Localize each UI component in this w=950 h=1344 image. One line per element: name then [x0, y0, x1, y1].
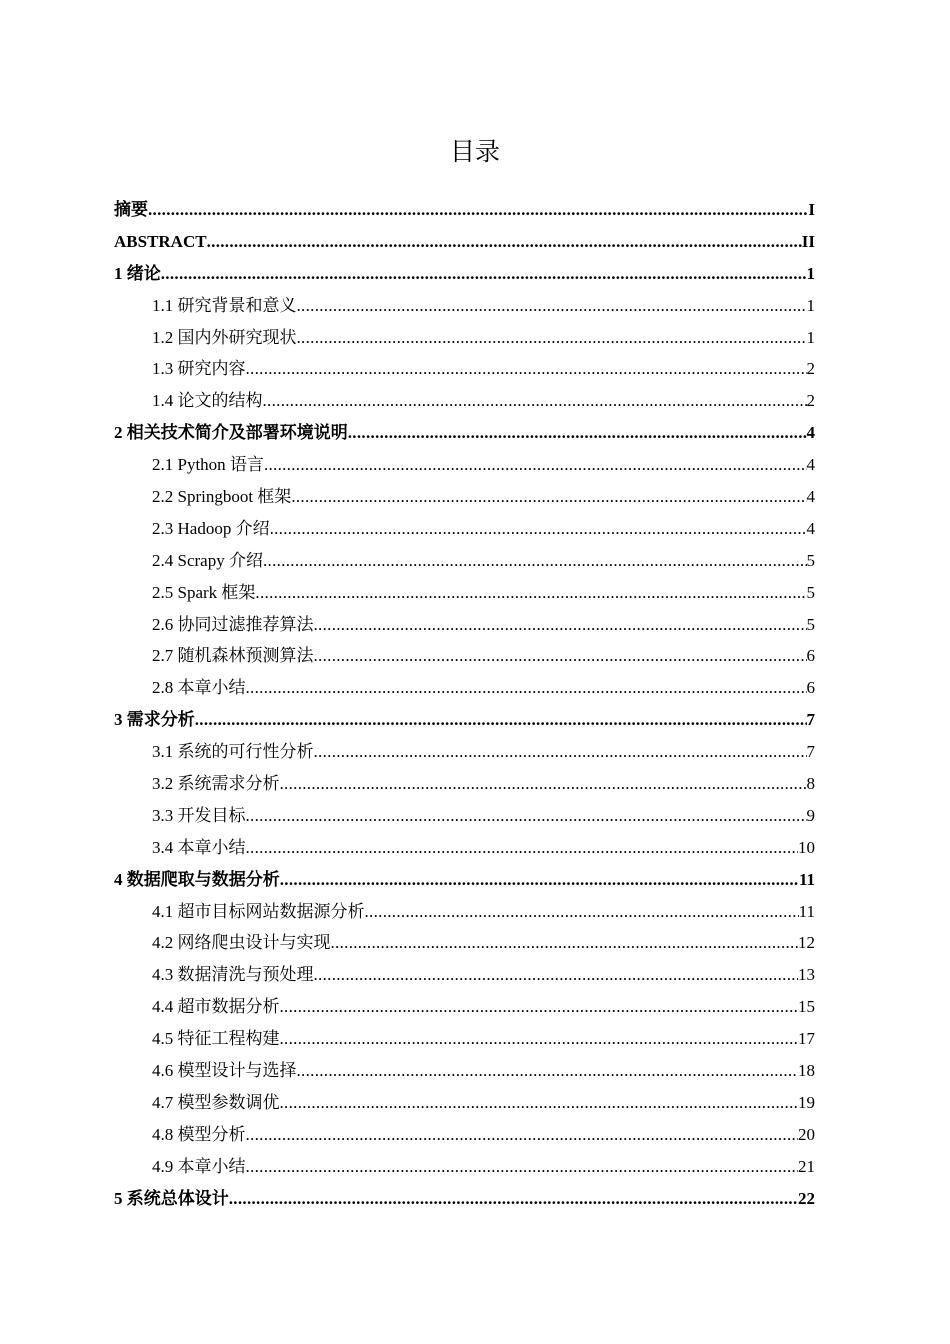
toc-entry-label: 1.3 研究内容 [152, 359, 246, 379]
toc-dot-leader [297, 290, 807, 322]
toc-page-number: 2 [806, 359, 815, 379]
toc-entry-label: 3.1 系统的可行性分析 [152, 742, 314, 762]
toc-page-number: 19 [798, 1092, 815, 1112]
toc-title: 目录 [449, 137, 500, 166]
toc-dot-leader [331, 927, 799, 959]
toc-entry-label: 2.4 Scrapy 介绍 [152, 550, 263, 570]
toc-page-number: 4 [806, 487, 815, 507]
toc-chapter-entry[interactable] [114, 864, 815, 896]
toc-section-entry[interactable] [114, 385, 815, 417]
toc-dot-leader [314, 640, 807, 672]
toc-section-entry[interactable] [114, 832, 815, 864]
toc-dot-leader [255, 577, 806, 609]
toc-entry-label: 3.2 系统需求分析 [152, 774, 280, 794]
toc-page-number: I [808, 200, 815, 219]
toc-page-number: 17 [798, 1029, 815, 1049]
toc-dot-leader [246, 1151, 799, 1183]
toc-entry-label: 2.6 协同过滤推荐算法 [152, 614, 314, 634]
toc-dot-leader [314, 609, 807, 641]
toc-page-number: 15 [798, 997, 815, 1017]
toc-dot-leader [246, 672, 807, 704]
toc-dot-leader [246, 1119, 799, 1151]
toc-entry-label: 5 系统总体设计 [114, 1188, 229, 1208]
toc-entry-label: 摘要 [114, 200, 148, 219]
toc-page-number: 11 [798, 869, 815, 889]
toc-page-number: 12 [798, 933, 815, 953]
toc-section-entry[interactable] [114, 672, 815, 704]
toc-entry-label: 1.1 研究背景和意义 [152, 295, 297, 315]
toc-dot-leader [280, 864, 799, 896]
toc-dot-leader [195, 704, 807, 736]
toc-page-number: 7 [806, 710, 815, 730]
toc-section-entry[interactable] [114, 927, 815, 959]
toc-page-number: II [801, 231, 815, 251]
toc-entry-label: 1.4 论文的结构 [152, 391, 263, 411]
toc-dot-leader [280, 991, 799, 1023]
toc-dot-leader [263, 545, 807, 577]
toc-dot-leader [348, 417, 807, 449]
toc-entry-label: 1.2 国内外研究现状 [152, 327, 297, 347]
toc-entry-label: 2.3 Hadoop 介绍 [152, 518, 270, 538]
toc-entry-label: 3 需求分析 [114, 710, 195, 730]
toc-dot-leader [280, 768, 807, 800]
toc-section-entry[interactable] [114, 896, 815, 928]
toc-dot-leader [263, 385, 807, 417]
toc-dot-leader [229, 1183, 798, 1215]
toc-section-entry[interactable] [114, 577, 815, 609]
toc-section-entry[interactable] [114, 545, 815, 577]
toc-entry-label: 4.3 数据清洗与预处理 [152, 965, 314, 985]
toc-page-number: 11 [798, 901, 815, 921]
toc-section-entry[interactable] [114, 1055, 815, 1087]
toc-dot-leader [280, 1023, 799, 1055]
toc-section-entry[interactable] [114, 800, 815, 832]
toc-section-entry[interactable] [114, 513, 815, 545]
toc-page-number: 9 [806, 805, 815, 825]
toc-page-number: 20 [798, 1124, 815, 1144]
toc-section-entry[interactable] [114, 1087, 815, 1119]
toc-page-number: 13 [798, 965, 815, 985]
toc-chapter-entry[interactable] [114, 1183, 815, 1215]
toc-page-number: 10 [798, 837, 815, 857]
toc-list [114, 194, 815, 1215]
toc-page-number: 4 [806, 518, 815, 538]
toc-dot-leader [246, 800, 807, 832]
toc-dot-leader [161, 258, 807, 290]
toc-page-number: 5 [806, 614, 815, 634]
toc-page-number: 18 [798, 1061, 815, 1081]
toc-page-number: 1 [806, 327, 815, 347]
toc-page-number: 2 [806, 391, 815, 411]
toc-entry-label: 4.2 网络爬虫设计与实现 [152, 933, 331, 953]
toc-section-entry[interactable] [114, 290, 815, 322]
toc-dot-leader [297, 1055, 799, 1087]
toc-page-number: 1 [806, 263, 815, 283]
toc-section-entry[interactable] [114, 736, 815, 768]
toc-entry-label: 2.1 Python 语言 [152, 455, 264, 475]
toc-entry-label: 1 绪论 [114, 263, 161, 283]
toc-entry-label: 2.5 Spark 框架 [152, 582, 256, 602]
toc-entry-label: ABSTRACT [114, 231, 207, 251]
toc-entry-label: 3.4 本章小结 [152, 837, 246, 857]
toc-entry-label: 4.9 本章小结 [152, 1156, 246, 1176]
toc-page-number: 6 [806, 646, 815, 666]
toc-dot-leader [264, 449, 807, 481]
toc-section-entry[interactable] [114, 959, 815, 991]
toc-dot-leader [246, 832, 799, 864]
toc-chapter-entry[interactable] [114, 194, 815, 226]
toc-section-entry[interactable] [114, 322, 815, 354]
toc-dot-leader [246, 353, 807, 385]
toc-entry-label: 4.1 超市目标网站数据源分析 [152, 901, 365, 921]
toc-section-entry[interactable] [114, 481, 815, 513]
toc-page-number: 8 [806, 774, 815, 794]
toc-entry-label: 4.8 模型分析 [152, 1124, 246, 1144]
toc-section-entry[interactable] [114, 609, 815, 641]
toc-chapter-entry[interactable] [114, 258, 815, 290]
toc-entry-label: 4.6 模型设计与选择 [152, 1061, 297, 1081]
toc-dot-leader [148, 194, 808, 226]
toc-section-entry[interactable] [114, 1151, 815, 1183]
toc-section-entry[interactable] [114, 768, 815, 800]
toc-page-number: 4 [806, 455, 815, 475]
toc-section-entry[interactable] [114, 1023, 815, 1055]
toc-dot-leader [291, 481, 806, 513]
toc-dot-leader [270, 513, 807, 545]
toc-section-entry[interactable] [114, 449, 815, 481]
toc-page-number: 22 [798, 1188, 815, 1208]
toc-entry-label: 4.5 特征工程构建 [152, 1029, 280, 1049]
toc-entry-label: 4.4 超市数据分析 [152, 997, 280, 1017]
toc-page-number: 5 [806, 550, 815, 570]
toc-chapter-entry[interactable] [114, 417, 815, 449]
toc-page-number: 4 [806, 423, 815, 443]
toc-chapter-entry[interactable] [114, 704, 815, 736]
toc-dot-leader [280, 1087, 799, 1119]
toc-entry-label: 4.7 模型参数调优 [152, 1092, 280, 1112]
toc-dot-leader [365, 896, 799, 928]
toc-page-number: 5 [806, 582, 815, 602]
toc-page-number: 21 [798, 1156, 815, 1176]
toc-dot-leader [314, 736, 807, 768]
toc-dot-leader [297, 322, 807, 354]
toc-section-entry[interactable] [114, 640, 815, 672]
toc-dot-leader [314, 959, 799, 991]
toc-entry-label: 4 数据爬取与数据分析 [114, 869, 280, 889]
toc-entry-label: 3.3 开发目标 [152, 805, 246, 825]
toc-page-number: 7 [806, 742, 815, 762]
toc-section-entry[interactable] [114, 1119, 815, 1151]
toc-section-entry[interactable] [114, 353, 815, 385]
toc-page-number: 6 [806, 678, 815, 698]
toc-chapter-entry[interactable] [114, 226, 815, 258]
toc-entry-label: 2.8 本章小结 [152, 678, 246, 698]
toc-page-number: 1 [806, 295, 815, 315]
toc-entry-label: 2.7 随机森林预测算法 [152, 646, 314, 666]
toc-section-entry[interactable] [114, 991, 815, 1023]
toc-dot-leader [207, 226, 802, 258]
toc-entry-label: 2.2 Springboot 框架 [152, 487, 292, 507]
toc-entry-label: 2 相关技术简介及部署环境说明 [114, 423, 348, 443]
